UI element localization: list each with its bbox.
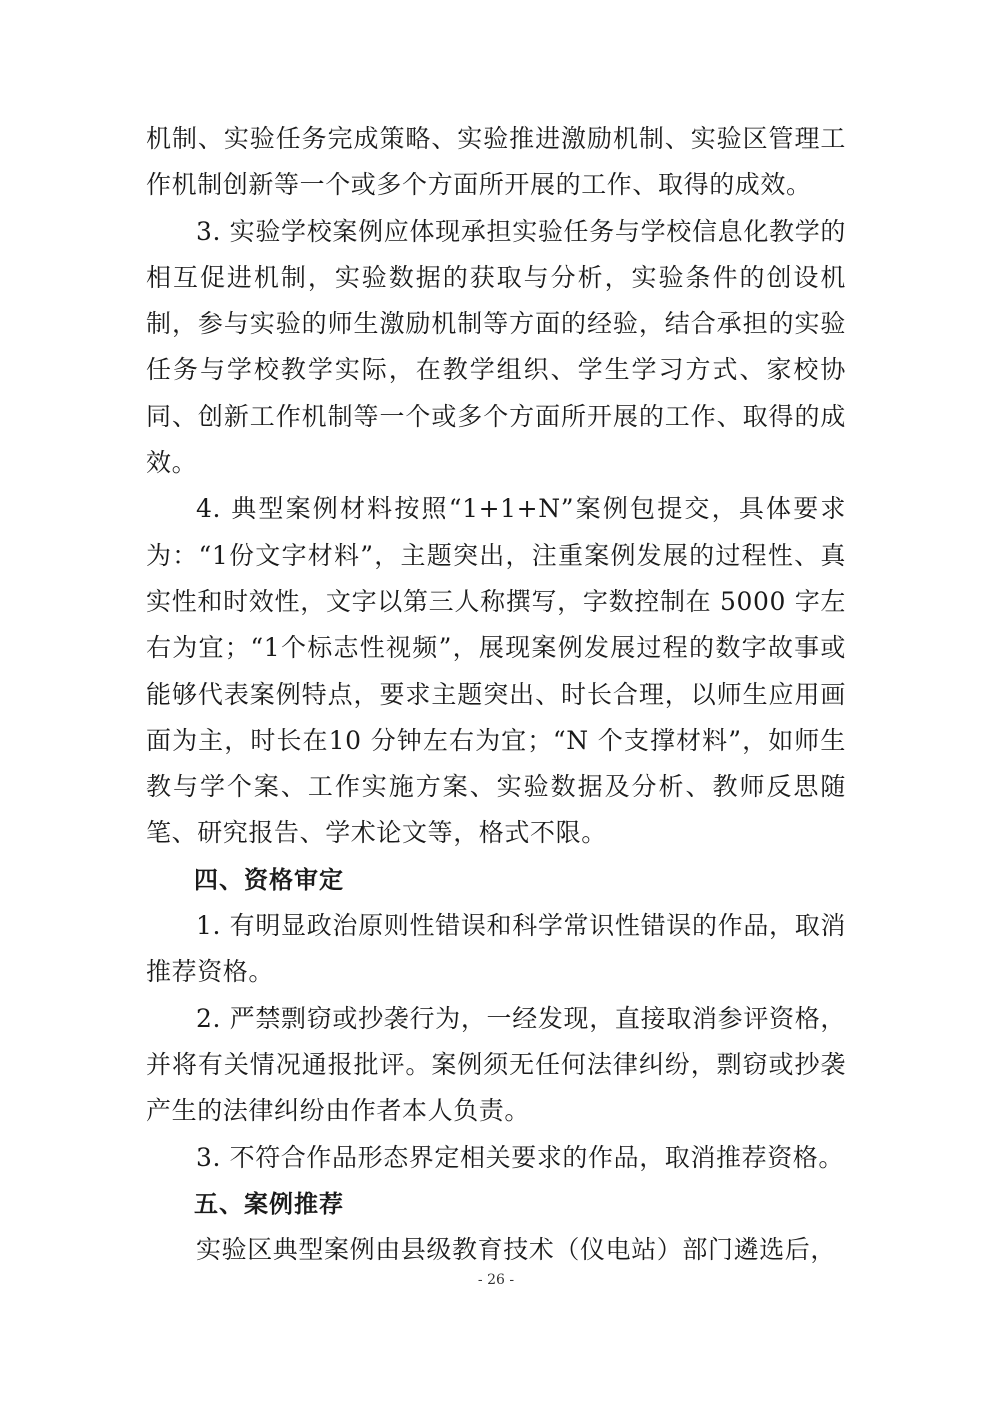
paragraph-qualification-1: 1. 有明显政治原则性错误和科学常识性错误的作品，取消推荐资格。: [146, 911, 846, 987]
paragraph-qualification-2: 2. 严禁剽窃或抄袭行为，一经发现，直接取消参评资格，并将有关情况通报批评。案例须无任何法律纠纷，剽窃或抄袭产生的法律纠纷由作者本人负责。: [146, 1003, 846, 1126]
section-heading-qualification: 四、资格审定: [194, 865, 344, 894]
paragraph-item-3-schools: 3. 实验学校案例应体现承担实验任务与学校信息化教学的相互促进机制，实验数据的获取与分析，实验条件的创设机制，参与实验的师生激励机制等方面的经验，结合承担的实验任务与学校教学实际，在教学组织、学生学习方式、家校协同、创新工作机制等一个或多个方面所开展的工作、取得的成效。: [146, 216, 846, 478]
paragraph-recommendation: 实验区典型案例由县级教育技术（仪电站）部门遴选后，: [196, 1235, 837, 1265]
section-heading-recommendation: 五、案例推荐: [194, 1189, 344, 1218]
page-number: - 26 -: [477, 1272, 515, 1288]
paragraph-qualification-3: 3. 不符合作品形态界定相关要求的作品，取消推荐资格。: [196, 1142, 845, 1172]
paragraph-continuation: 机制、实验任务完成策略、实验推进激励机制、实验区管理工作机制创新等一个或多个方面所开展的工作、取得的成效。: [146, 124, 846, 200]
paragraph-item-4-materials: 4. 典型案例材料按照“1+1+N”案例包提交，具体要求为：“1份文字材料”，主题突出，注重案例发展的过程性、真实性和时效性，文字以第三人称撰写，字数控制在 5000 字左右为宜；“1个标志性视频”，展现案例发展过程的数字故事或能够代表案例特点，要求主题突出、时长合理，以师生应用画面为主，时长在10 分钟左右为宜；“N 个支撑材料”，如师生教与学个案、工作实施方案、实验数据及分析、教师反思随笔、研究报告、学术论文等，格式不限。: [146, 494, 846, 848]
body-text: [146, 116, 846, 1273]
